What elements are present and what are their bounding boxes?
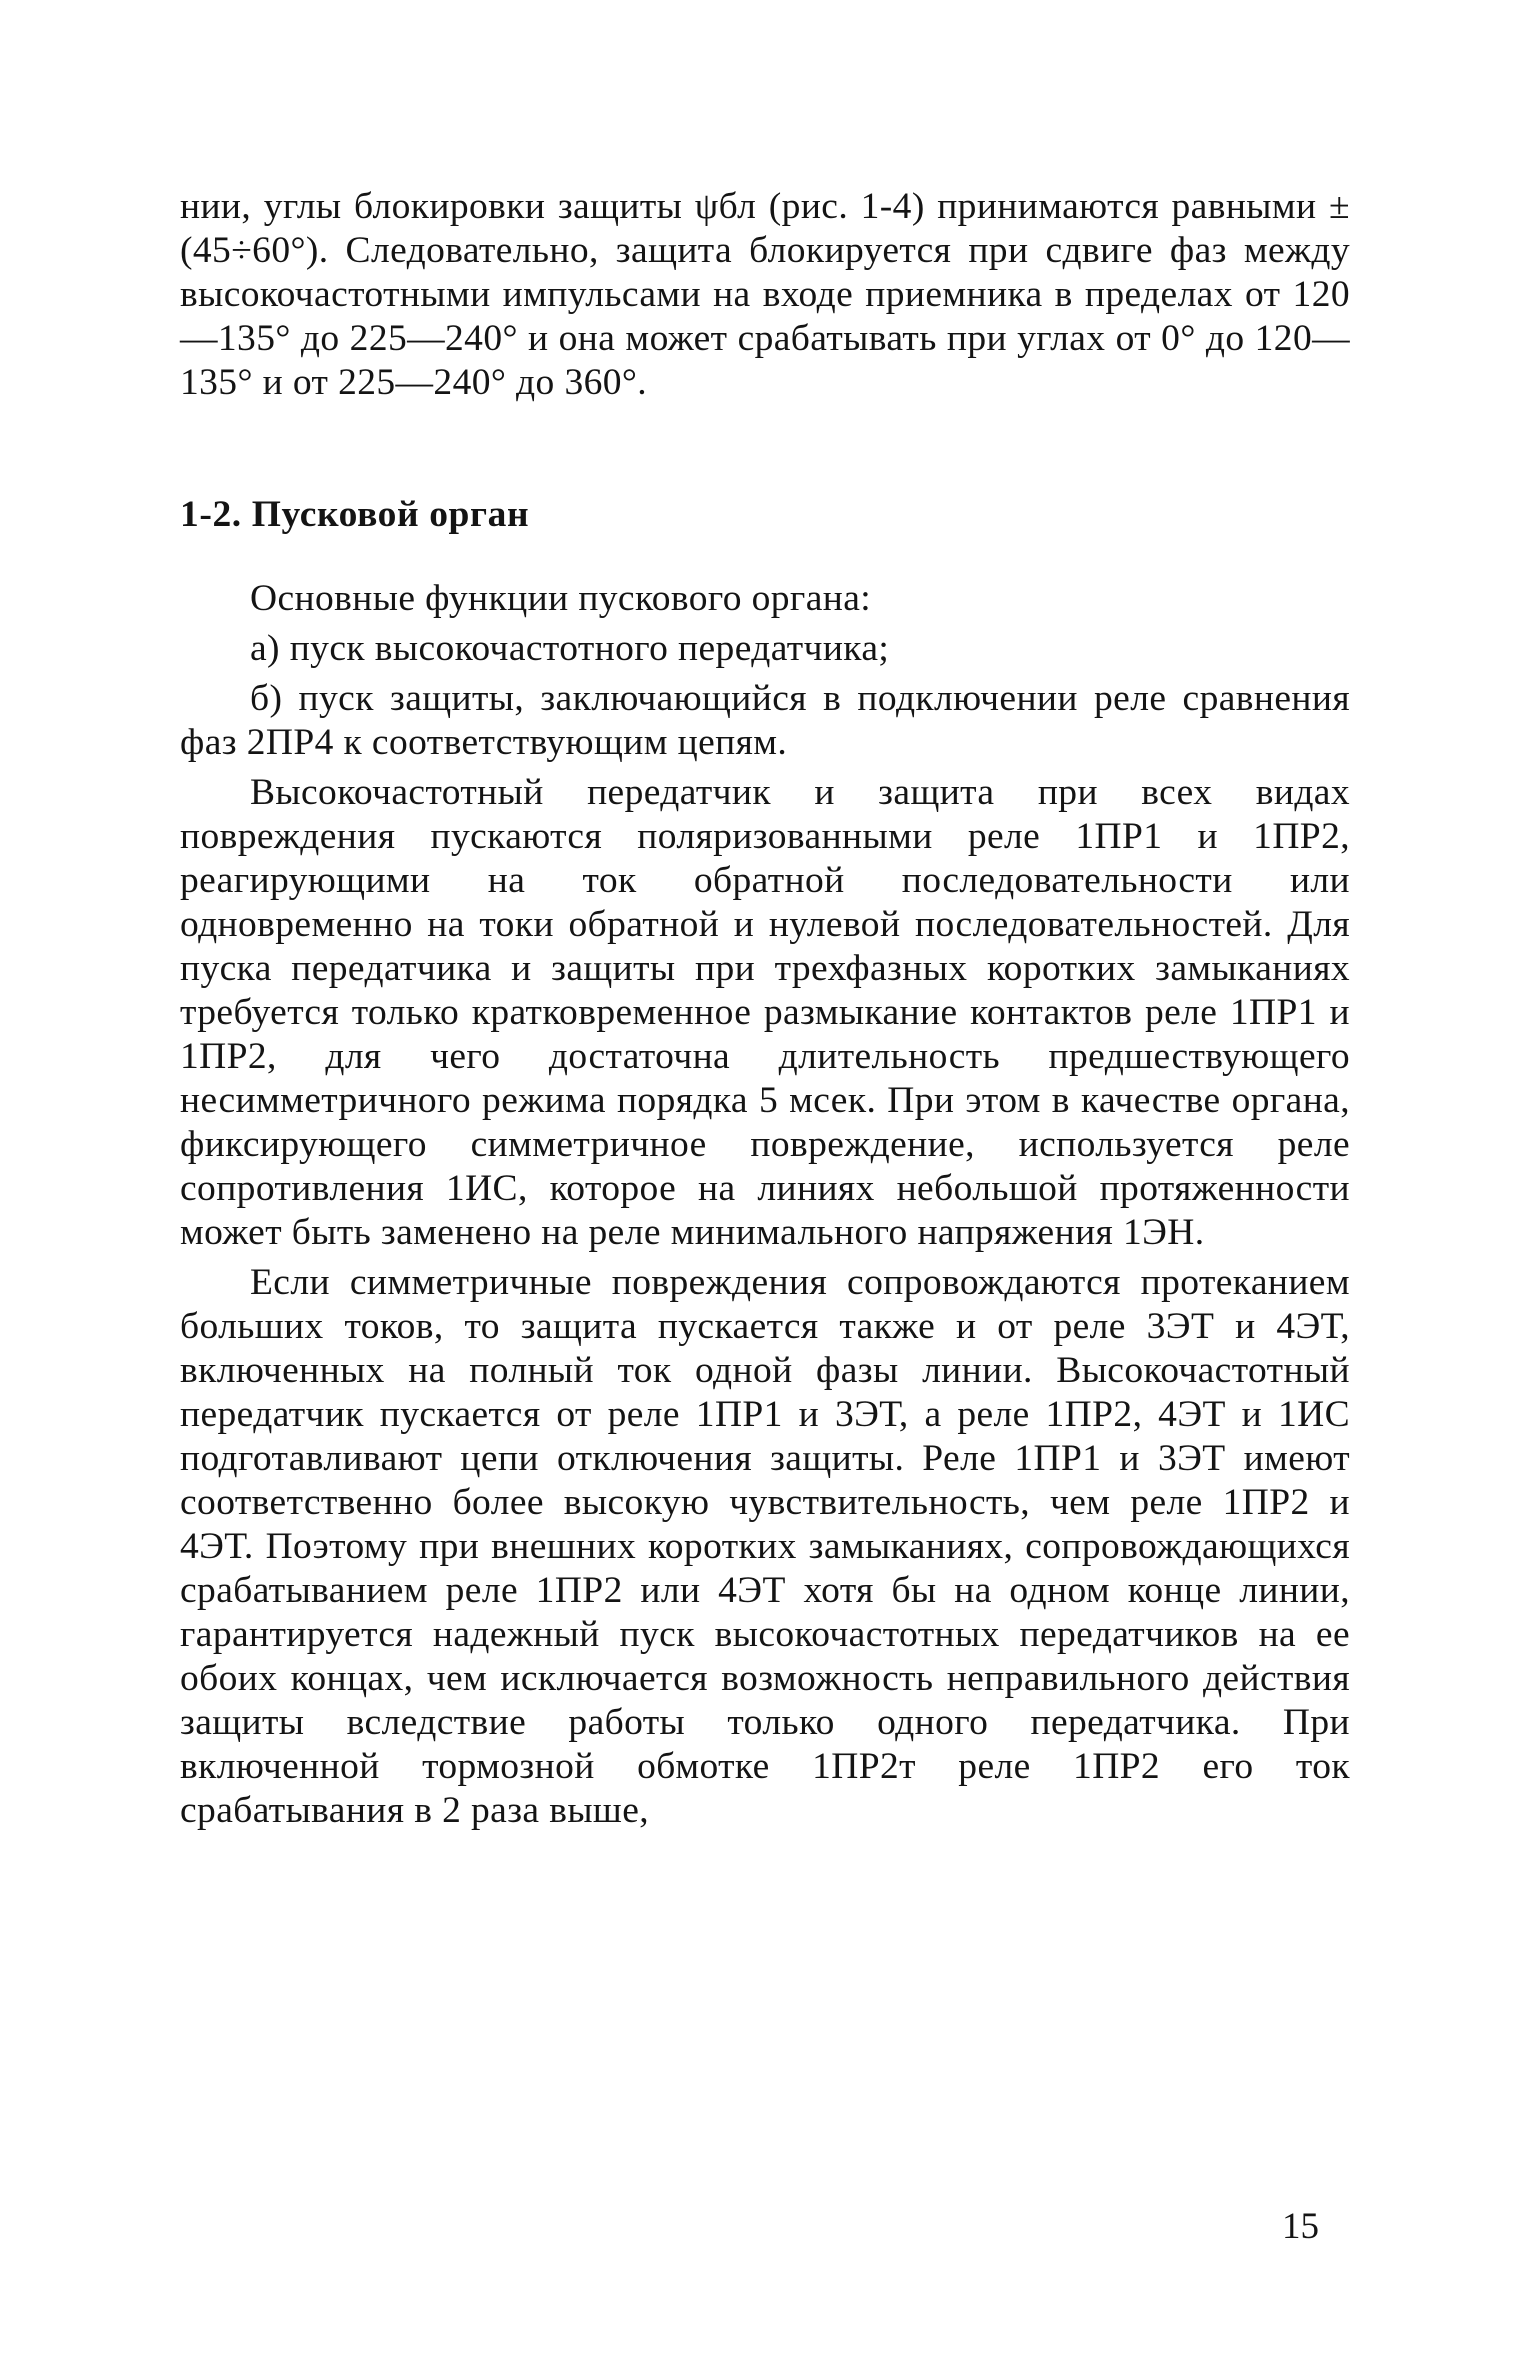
section-heading: 1-2. Пусковой орган bbox=[180, 494, 530, 535]
list-item-b: б) пуск защиты, заключающийся в подключении реле сравнения фаз 2ПР4 к соответствующим цепям. bbox=[180, 678, 1350, 763]
body-paragraph-2: Если симметричные повреждения сопровождаются протеканием больших токов, то защита пускается также и от реле 3ЭТ и 4ЭТ, включенных на полный ток одной фазы линии. Высокочастотный передатчик пускается от реле 1ПР1 и 3ЭТ, а реле 1ПР2, 4ЭТ и 1ИС подготавливают цепи отключения защиты. Реле 1ПР1 и 3ЭТ имеют соответственно более высокую чувствительность, чем реле 1ПР2 и 4ЭТ. Поэтому при внешних коротких замыканиях, сопровождающихся срабатыванием реле 1ПР2 или 4ЭТ хотя бы на одном конце линии, гарантируется надежный пуск высокочастотных передатчиков на ее обоих концах, чем исключается возможность неправильного действия защиты вследствие работы только одного передатчика. При включенной тормозной обмотке 1ПР2т реле 1ПР2 его ток срабатывания в 2 раза выше, bbox=[180, 1262, 1350, 1831]
body-paragraph-1: Высокочастотный передатчик и защита при всех видах повреждения пускаются поляризованными реле 1ПР1 и 1ПР2, реагирующими на ток обратной последовательности или одновременно на токи обратной и нулевой последовательностей. Для пуска передатчика и защиты при трехфазных коротких замыканиях требуется только кратковременное размыкание контактов реле 1ПР1 и 1ПР2, для чего достаточна длительность предшествующего несимметричного режима порядка 5 мсек. При этом в качестве органа, фиксирующего симметричное повреждение, используется реле сопротивления 1ИС, которое на линиях небольшой протяженности может быть заменено на реле минимального напряжения 1ЭН. bbox=[180, 772, 1350, 1253]
page-number: 15 bbox=[1282, 2206, 1319, 2247]
functions-intro: Основные функции пускового органа: bbox=[250, 578, 872, 619]
document-page bbox=[180, 185, 1350, 2185]
list-item-a: а) пуск высокочастотного передатчика; bbox=[250, 628, 890, 669]
intro-paragraph: нии, углы блокировки защиты ψбл (рис. 1-4) принимаются равными ±(45÷60°). Следовательно, защита блокируется при сдвиге фаз между высокочастотными импульсами на входе приемника в пределах от 120—135° до 225—240° и она может срабатывать при углах от 0° до 120—135° и от 225—240° до 360°. bbox=[180, 186, 1350, 403]
